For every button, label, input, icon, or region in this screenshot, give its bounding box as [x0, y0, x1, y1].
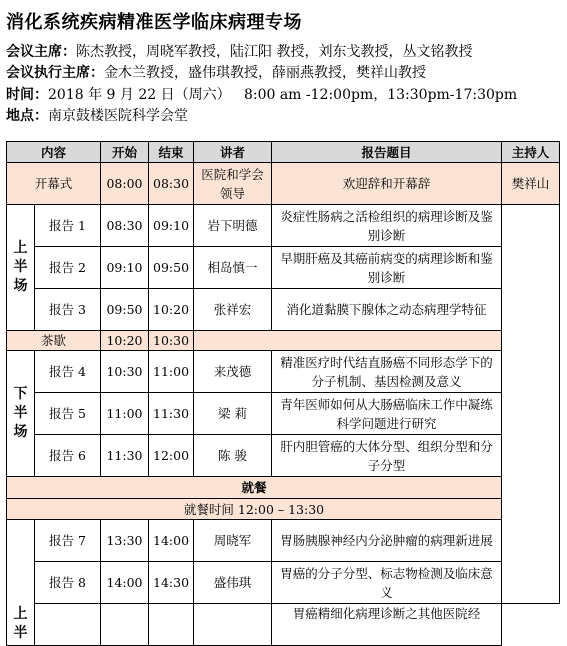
- report-topic: 炎症性肠病之活检组织的病理诊断及鉴别诊断: [272, 205, 502, 247]
- report-topic: 青年医师如何从大肠癌临床工作中凝练科学问题进行研究: [272, 393, 502, 435]
- meeting-chair-value: 陈杰教授，周晓军教授，陆江阳 教授，刘东戈教授，丛文铭教授: [76, 44, 473, 60]
- report-end: 09:10: [149, 205, 194, 247]
- report-speaker: 盛伟琪: [194, 562, 272, 604]
- report-start: 11:30: [101, 435, 149, 477]
- report-label: 报告 5: [35, 393, 101, 435]
- report-start: 09:10: [101, 247, 149, 289]
- session-char: 场: [13, 278, 28, 294]
- session-label-afternoon: [7, 520, 35, 646]
- report-end: 14:00: [149, 520, 194, 562]
- meeting-place: [6, 106, 188, 126]
- report-speaker: 陈 骏: [194, 435, 272, 477]
- table-row: [7, 604, 560, 646]
- break-end: 10:30: [149, 331, 194, 351]
- table-row: [7, 351, 560, 393]
- report-start: 13:30: [101, 520, 149, 562]
- report-end: 09:50: [149, 247, 194, 289]
- session-char: 下: [13, 386, 28, 402]
- report-start: 14:00: [101, 562, 149, 604]
- table-row-opening: [7, 163, 560, 205]
- header-end: 结束: [149, 142, 194, 163]
- report-speaker: 张祥宏: [194, 289, 272, 331]
- opening-speaker: 医院和学会领导: [194, 163, 272, 205]
- table-row-lunch-title: [7, 477, 560, 499]
- report-end: 11:30: [149, 393, 194, 435]
- report-end: 11:00: [149, 351, 194, 393]
- report-label: 报告 7: [35, 520, 101, 562]
- report-label: 报告 4: [35, 351, 101, 393]
- header-speaker: 讲者: [194, 142, 272, 163]
- report-topic: 消化道黏膜下腺体之动态病理学特征: [272, 289, 502, 331]
- opening-start: 08:00: [101, 163, 149, 205]
- table-header-row: [7, 142, 560, 163]
- table-row-break: [7, 331, 560, 351]
- meeting-time-value: 2018 年 9 月 22 日（周六） 8:00 am -12:00pm，13:30pm-17:30pm: [48, 87, 518, 103]
- report-label: [35, 604, 101, 646]
- report-start: 09:50: [101, 289, 149, 331]
- session-char: 上: [13, 606, 28, 622]
- report-label: 报告 1: [35, 205, 101, 247]
- report-topic: 肝内胆管癌的大体分型、组织分型和分子分型: [272, 435, 502, 477]
- meeting-exec-chair: [6, 63, 426, 83]
- session-char: 上: [13, 240, 28, 256]
- meeting-time-label: 时间：: [6, 87, 48, 103]
- session-label-morning-second: [7, 351, 35, 477]
- report-label: 报告 3: [35, 289, 101, 331]
- meeting-time: [6, 85, 517, 105]
- table-row-lunch-time: [7, 499, 560, 520]
- report-speaker: 相岛慎一: [194, 247, 272, 289]
- break-start: 10:20: [101, 331, 149, 351]
- session-char: 半: [13, 259, 28, 275]
- table-row: [7, 289, 560, 331]
- header-content: 内容: [7, 142, 101, 163]
- report-topic: 早期肝癌及其癌前病变的病理诊断和鉴别诊断: [272, 247, 502, 289]
- report-topic: 精准医疗时代结直肠癌不同形态学下的分子机制、基因检测及意义: [272, 351, 502, 393]
- table-row: [7, 205, 560, 247]
- report-label: 报告 6: [35, 435, 101, 477]
- session-char: 场: [13, 424, 28, 440]
- break-empty: [194, 331, 502, 351]
- lunch-title: 就餐: [7, 477, 502, 499]
- report-speaker: 来茂德: [194, 351, 272, 393]
- host-cell-empty: [502, 205, 560, 604]
- break-label: 茶歇: [7, 331, 101, 351]
- report-topic: 胃癌精细化病理诊断之其他医院经: [272, 604, 502, 646]
- report-speaker: 岩下明德: [194, 205, 272, 247]
- report-speaker: 梁 莉: [194, 393, 272, 435]
- meeting-place-label: 地点：: [6, 108, 48, 124]
- report-start: 08:30: [101, 205, 149, 247]
- table-row: [7, 247, 560, 289]
- report-label: 报告 8: [35, 562, 101, 604]
- meeting-chair-label: 会议主席：: [6, 44, 76, 60]
- table-row: [7, 520, 560, 562]
- opening-topic: 欢迎辞和开幕辞: [272, 163, 502, 205]
- opening-end: 08:30: [149, 163, 194, 205]
- report-label: 报告 2: [35, 247, 101, 289]
- schedule-table: [6, 141, 560, 646]
- report-end: 14:30: [149, 562, 194, 604]
- session-char: 半: [13, 625, 28, 641]
- meeting-exec-value: 金木兰教授，盛伟琪教授，薛丽燕教授，樊祥山教授: [104, 65, 426, 81]
- lunch-time: 就餐时间 12:00 – 13:30: [7, 499, 502, 520]
- meeting-chair: [6, 42, 472, 62]
- report-speaker: [194, 604, 272, 646]
- table-row: [7, 435, 560, 477]
- report-end: 10:20: [149, 289, 194, 331]
- header-topic: 报告题目: [272, 142, 502, 163]
- table-row: [7, 393, 560, 435]
- meeting-place-value: 南京鼓楼医院科学会堂: [48, 108, 188, 124]
- report-topic: 胃癌的分子分型、标志物检测及临床意义: [272, 562, 502, 604]
- session-label-morning-first: [7, 205, 35, 331]
- report-end: [149, 604, 194, 646]
- page-title: 消化系统疾病精准医学临床病理专场: [6, 12, 302, 33]
- report-start: 10:30: [101, 351, 149, 393]
- header-start: 开始: [101, 142, 149, 163]
- opening-label: 开幕式: [7, 163, 101, 205]
- meeting-exec-label: 会议执行主席：: [6, 65, 104, 81]
- header-host: 主持人: [502, 142, 560, 163]
- opening-host: 樊祥山: [502, 163, 560, 205]
- report-start: [101, 604, 149, 646]
- report-topic: 胃肠胰腺神经内分泌肿瘤的病理新进展: [272, 520, 502, 562]
- report-start: 11:00: [101, 393, 149, 435]
- report-end: 12:00: [149, 435, 194, 477]
- table-row: [7, 562, 560, 604]
- report-speaker: 周晓军: [194, 520, 272, 562]
- session-char: 半: [13, 405, 28, 421]
